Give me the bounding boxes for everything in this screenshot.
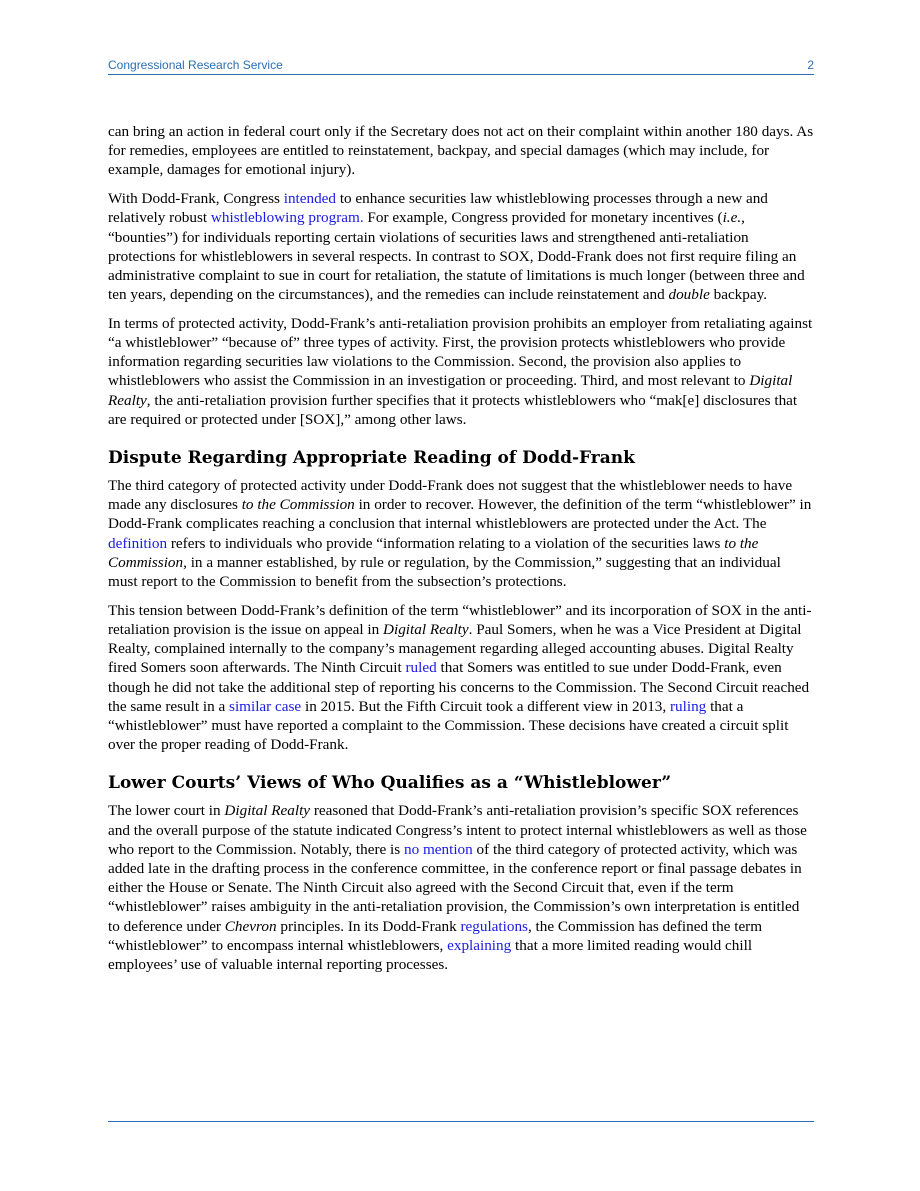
header-source: Congressional Research Service bbox=[108, 58, 283, 72]
paragraph-remedies: can bring an action in federal court only if the Secretary does not act on their complaint within another 180 days. As for remedies, employees are entitled to reinstatement, backpay, and special damages (which may include, for example, damages for emotional injury). bbox=[108, 123, 814, 179]
footer-rule bbox=[108, 1121, 814, 1122]
paragraph-tension: This tension between Dodd-Frank’s definition of the term “whistleblower” and its incorporation of SOX in the anti-retaliation provision is the issue on appeal in Digital Realty. Paul Somers, when he was a Vice President at Digital Realty, complained internally to the company’s management regarding alleged accounting abuses. Digital Realty fired Somers soon afterwards. The Ninth Circuit ruled that Somers was entitled to sue under Dodd-Frank, even though he did not take the additional step of reporting his concerns to the Commission. The Second Circuit reached the same result in a similar case in 2015. But the Fifth Circuit took a different view in 2013, ruling that a “whistleblower” must have reported a complaint to the Commission. These decisions have created a circuit split over the proper reading of Dodd-Frank. bbox=[108, 601, 812, 754]
link-ruling[interactable]: ruling bbox=[670, 697, 707, 715]
link-definition[interactable]: definition bbox=[108, 534, 168, 552]
paragraph-third-category: The third category of protected activity under Dodd-Frank does not suggest that the whistleblower needs to have made any disclosures to the Commission in order to recover. However, the definition of the term “whistleblower” in Dodd-Frank complicates reaching a conclusion that internal whistleblowers are protected under the Act. The definition refers to individuals who provide “information relating to a violation of the securities laws to the Commission, in a manner established, by rule or regulation, by the Commission,” suggesting that an individual must report to the Commission to benefit from the subsection’s protections. bbox=[108, 477, 812, 591]
link-intended[interactable]: intended bbox=[283, 190, 337, 208]
page-number: 2 bbox=[807, 58, 814, 72]
paragraph-lower-court: The lower court in Digital Realty reasoned that Dodd-Frank’s anti-retaliation provision’s specific SOX references and the overall purpose of the statute indicated Congress’s intent to protect internal whistleblowers as well as those who report to the Commission. Notably, there is no mention of the third category of protected activity, which was added late in the drafting process in the conference committee, in the conference report or final passage debates in either the House or Senate. The Ninth Circuit also agreed with the Second Circuit that, even if the term “whistleblower” raises ambiguity in the anti-retaliation provision, the Commission’s own interpretation is entitled to deference under Chevron principles. In its Dodd-Frank regulations, the Commission has defined the term “whistleblower” to encompass internal whistleblowers, explaining that a more limited reading would chill employees’ use of valuable internal reporting processes. bbox=[108, 802, 807, 974]
section-heading-lower-courts: Lower Courts’ Views of Who Qualifies as a “Whistleblower” bbox=[108, 773, 672, 794]
link-regulations[interactable]: regulations bbox=[460, 917, 528, 935]
link-ruled[interactable]: ruled bbox=[405, 659, 437, 677]
link-whistleblowing-program[interactable]: whistleblowing program. bbox=[210, 209, 364, 227]
link-explaining[interactable]: explaining bbox=[447, 936, 512, 954]
section-heading-dispute: Dispute Regarding Appropriate Reading of Dodd-Frank bbox=[108, 448, 635, 469]
link-similar-case[interactable]: similar case bbox=[229, 697, 302, 715]
link-no-mention[interactable]: no mention bbox=[403, 840, 473, 858]
paragraph-dodd-frank-intro: With Dodd-Frank, Congress intended to enhance securities law whistleblowing processes through a new and relatively robust whistleblowing program. For example, Congress provided for monetary incentives (i.e., “bounties”) for individuals reporting certain violations of securities laws and strengthened anti-retaliation protections for whistleblowers in several respects. In contrast to SOX, Dodd-Frank does not first require filing an administrative complaint to sue in court for retaliation, the statute of limitations is much longer (between three and ten years, depending on the circumstances), and the remedies can include reinstatement and double backpay. bbox=[108, 190, 805, 304]
page-header bbox=[108, 57, 814, 75]
document-body bbox=[108, 122, 814, 984]
paragraph-protected-activity: In terms of protected activity, Dodd-Frank’s anti-retaliation provision prohibits an employer from retaliating against “a whistleblower” “because of” three types of activity. First, the provision protects whistleblowers who provide information regarding securities law violations to the Commission. Second, the provision also applies to whistleblowers who assist the Commission in an investigation or proceeding. Third, and most relevant to Digital Realty, the anti-retaliation provision further specifies that it protects whistleblowers who “mak[e] disclosures that are required or protected under [SOX],” among other laws. bbox=[108, 314, 813, 428]
